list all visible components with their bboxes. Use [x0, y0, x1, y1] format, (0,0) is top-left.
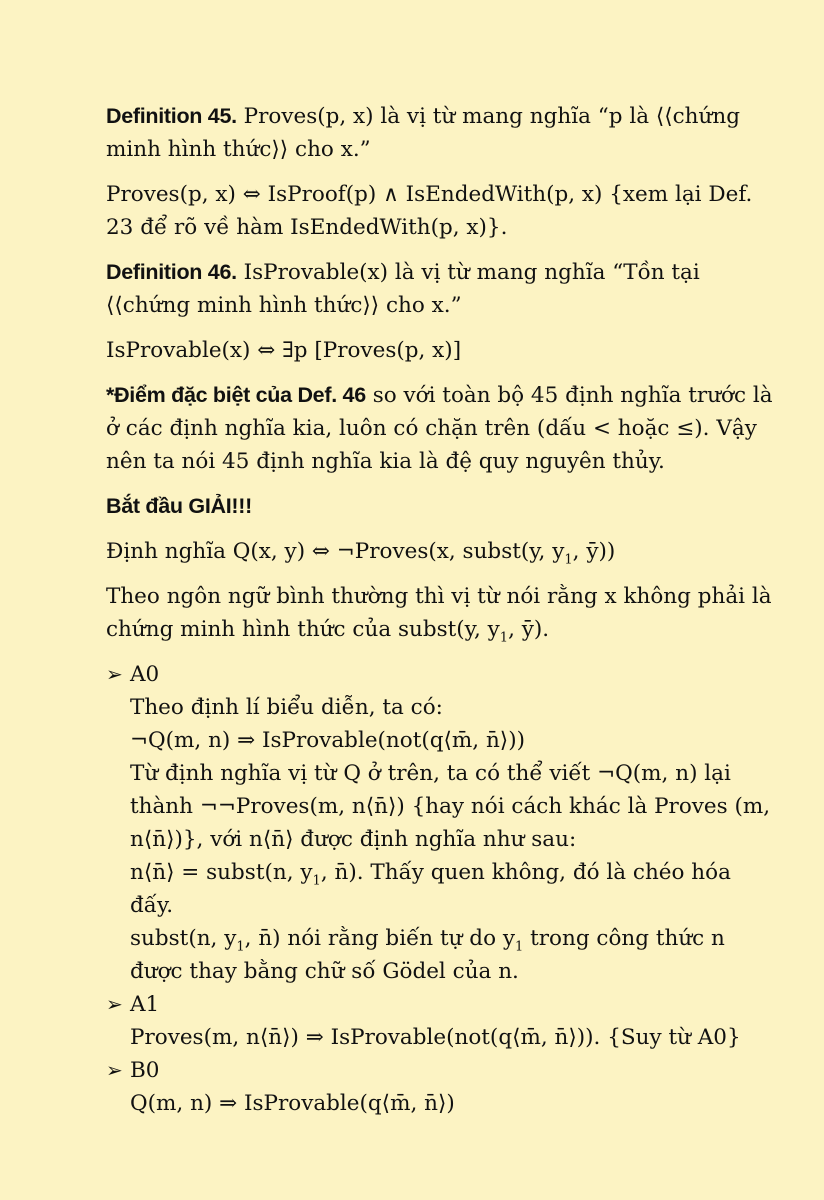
- definition-45-label: Definition 45.: [106, 104, 237, 128]
- q-definition-tail: , ȳ)): [572, 539, 616, 564]
- a0-line-2: ¬Q(m, n) ⇒ IsProvable(not(q⟨m̄, n̄⟩)): [130, 728, 525, 753]
- bullet-a0-label: A0: [130, 662, 160, 687]
- definition-45-text: Proves(p, x) là vị từ mang nghĩa “p là ⟨⟨chứng minh hình thức⟩⟩ cho x.”: [106, 104, 740, 162]
- bullet-a0-head: [106, 658, 776, 691]
- a0-line-5-subscript-2: 1: [515, 939, 524, 955]
- a0-line-5: [130, 922, 776, 988]
- q-explanation: [106, 580, 776, 646]
- arrow-bullet-icon: ➢: [106, 1058, 123, 1082]
- bullet-b0-label: B0: [130, 1058, 160, 1083]
- bullet-b0-head: [106, 1054, 776, 1087]
- q-explanation-text: Theo ngôn ngữ bình thường thì vị từ nói rằng x không phải là chứng minh hình thức của subst(y, y: [106, 584, 772, 642]
- q-explanation-subscript: 1: [499, 630, 509, 646]
- q-definition-text: Định nghĩa Q(x, y) ⇔ ¬Proves(x, subst(y, y: [106, 539, 565, 564]
- special-note-text: so với toàn bộ 45 định nghĩa trước là ở các định nghĩa kia, luôn có chặn trên (dấu < hoặc ≤). Vậy nên ta nói 45 định nghĩa kia là đệ quy nguyên thủy.: [106, 383, 773, 474]
- a0-line-3: Từ định nghĩa vị từ Q ở trên, ta có thể viết ¬Q(m, n) lại thành ¬¬Proves(m, n⟨n̄⟩) {hay nói cách khác là Proves (m, n⟨n̄⟩)}, với n⟨n̄⟩ được định nghĩa như sau:: [130, 761, 771, 852]
- bullet-b0: [106, 1054, 776, 1120]
- special-note-label: *Điểm đặc biệt của Def. 46: [106, 383, 366, 407]
- document-page: [106, 100, 776, 1120]
- bullet-b0-body: [106, 1087, 776, 1120]
- b0-line-1: Q(m, n) ⇒ IsProvable(q⟨m̄, n̄⟩): [130, 1091, 455, 1116]
- arrow-bullet-icon: ➢: [106, 662, 123, 686]
- q-explanation-tail: , ȳ).: [508, 617, 550, 642]
- bullet-a1-head: [106, 988, 776, 1021]
- a0-line-5-tail: trong công thức n được thay bằng chữ số Gödel của n.: [130, 926, 725, 984]
- q-definition: [106, 535, 776, 568]
- a0-line-5-middle: , n̄) nói rằng biến tự do y: [244, 926, 515, 951]
- a0-line-5-subscript: 1: [236, 939, 245, 955]
- special-note: [106, 379, 776, 478]
- bullet-a1-body: [106, 1021, 776, 1054]
- bullet-a0-body: [106, 691, 776, 988]
- start-heading: Bắt đầu GIẢI!!!: [106, 494, 252, 518]
- definition-45-formula: Proves(p, x) ⇔ IsProof(p) ∧ IsEndedWith(p, x) {xem lại Def. 23 để rõ về hàm IsEndedWith(p, x)}.: [106, 182, 753, 240]
- a0-line-4-text: n⟨n̄⟩ = subst(n, y: [130, 860, 313, 885]
- bullet-a1-label: A1: [130, 992, 160, 1017]
- a0-line-4-subscript: 1: [312, 873, 321, 889]
- definition-46-text: IsProvable(x) là vị từ mang nghĩa “Tồn tại ⟨⟨chứng minh hình thức⟩⟩ cho x.”: [106, 260, 700, 318]
- a0-line-1: Theo định lí biểu diễn, ta có:: [130, 695, 443, 720]
- definition-46-label: Definition 46.: [106, 260, 237, 284]
- definition-46: [106, 256, 776, 322]
- a0-line-4: [130, 856, 776, 922]
- definition-46-formula: IsProvable(x) ⇔ ∃p [Proves(p, x)]: [106, 338, 462, 363]
- bullet-a1: [106, 988, 776, 1054]
- a0-line-5-text: subst(n, y: [130, 926, 237, 951]
- definition-45: [106, 100, 776, 166]
- q-definition-subscript: 1: [564, 552, 573, 568]
- bullet-a0: [106, 658, 776, 988]
- a0-line-4-tail: , n̄). Thấy quen không, đó là chéo hóa đấy.: [130, 860, 731, 918]
- a1-line-1: Proves(m, n⟨n̄⟩) ⇒ IsProvable(not(q⟨m̄, n̄⟩)). {Suy từ A0}: [130, 1025, 741, 1050]
- arrow-bullet-icon: ➢: [106, 992, 123, 1016]
